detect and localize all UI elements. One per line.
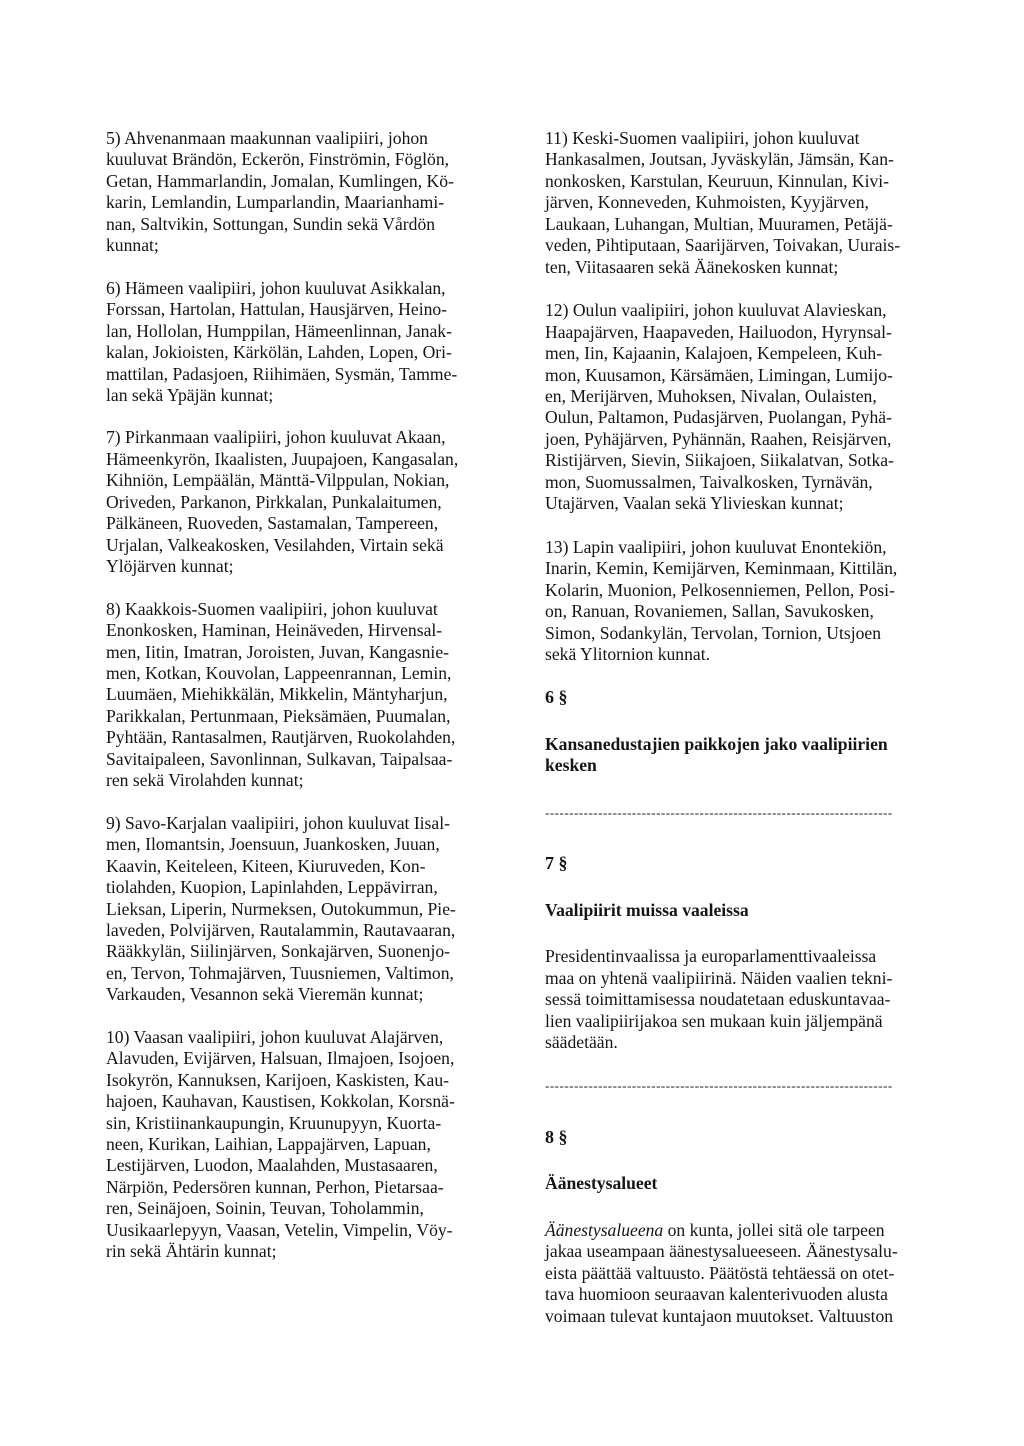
paragraph-11-keski-suomi: 11) Keski-Suomen vaalipiiri, johon kuuluvat Hankasalmen, Joutsan, Jyväskylän, Jämsän, Kan- nonkosken, Karstulan, Keuruun, Kinnulan, Kivi- järven, Konneveden, Kuhmoisten, Kyyjärven, Laukaan, Luhangan, Multian, Muuramen, Petäjä- veden, Pihtiputaan, Saarijärven, Toivakan, Uurais- ten, Viitasaaren sekä Äänekosken kunnat; [545,128,901,277]
paragraph-9-savo-karjala: 9) Savo-Karjalan vaalipiiri, johon kuuluvat Iisal- men, Ilomantsin, Joensuun, Juankosken, Juuan, Kaavin, Keiteleen, Kiteen, Kiuruveden, Kon- tiolahden, Kuopion, Lapinlahden, Leppävirran, Lieksan, Liperin, Nurmeksen, Outokummun, Pie- laveden, Polvijärven, Rautalammin, Rautavaaran, Rääkkylän, Siilinjärven, Sonkajärven, Suonenjo- en, Tervon, Tohmajärven, Tuusniemen, Valtimon, Varkauden, Vesannon sekä Vieremän kunnat; [106,812,456,1005]
paragraph-6-hame: 6) Hämeen vaalipiiri, johon kuuluvat Asikkalan, Forssan, Hartolan, Hattulan, Hausjärven, Heino- lan, Hollolan, Humppilan, Hämeenlinnan, Janak- kalan, Jokioisten, Kärkölän, Lahden, Lopen, Ori- mattilan, Padasjoen, Riihimäen, Sysmän, Tamme- lan sekä Ypäjän kunnat; [106,277,458,405]
section-8-title: Äänestysalueet [545,1173,658,1194]
section-8-body: on kunta, jollei sitä ole tarpeen jakaa useampaan äänestysalueeseen. Äänestysalu- eista päättää valtuusto. Päätöstä tehtäessä on otet- tava huomioon seuraavan kalenterivuoden alusta voimaan tulevat kuntajaon muutokset. Valtuuston [545,1219,898,1326]
paragraph-13-lappi: 13) Lapin vaalipiiri, johon kuuluvat Enontekiön, Inarin, Kemin, Kemijärven, Keminmaan, Kittilän, Kolarin, Muonion, Pelkosenniemen, Pellon, Posi- on, Ranuan, Rovaniemen, Sallan, Savukosken, Simon, Sodankylän, Tervolan, Tornion, Utsjoen sekä Ylitornion kunnat. [545,536,898,664]
paragraph-12-oulu: 12) Oulun vaalipiiri, johon kuuluvat Alavieskan, Haapajärven, Haapaveden, Hailuodon, Hyrynsal- men, Iin, Kajaanin, Kalajoen, Kempeleen, Kuh- mon, Kuusamon, Kärsämäen, Limingan, Lumijo- en, Merijärven, Muhoksen, Nivalan, Oulaisten, Oulun, Paltamon, Pudasjärven, Puolangan, Pyhä- joen, Pyhäjärven, Pyhännän, Raahen, Reisjärven, Ristijärven, Sievin, Siikajoen, Siikalatvan, Sotka- mon, Suomussalmen, Taivalkosken, Tyrnävän, Utajärven, Vaalan sekä Ylivieskan kunnat; [545,300,894,514]
paragraph-8-kaakkois-suomi: 8) Kaakkois-Suomen vaalipiiri, johon kuuluvat Enonkosken, Haminan, Heinäveden, Hirvensal- men, Iitin, Imatran, Joroisten, Juvan, Kangasnie- men, Kotkan, Kouvolan, Lappeenrannan, Lemin, Luumäen, Miehikkälän, Mikkelin, Mäntyharjun, Parikkalan, Pertunmaan, Pieksämäen, Puumalan, Pyhtään, Rantasalmen, Rautjärven, Ruokolahden, Savitaipaleen, Savonlinnan, Sulkavan, Taipalsaa- ren sekä Virolahden kunnat; [106,598,456,791]
paragraph-7-pirkanmaa: 7) Pirkanmaan vaalipiiri, johon kuuluvat Akaan, Hämeenkyrön, Ikaalisten, Juupajoen, Kangasalan, Kihniön, Lempäälän, Mänttä-Vilppulan, Nokian, Oriveden, Parkanon, Pirkkalan, Punkalaitumen, Pälkäneen, Ruoveden, Sastamalan, Tampereen, Urjalan, Valkeakosken, Vesilahden, Virtain sekä Ylöjärven kunnat; [106,427,459,577]
section-6-number: 6 § [545,687,568,708]
section-7-text: Presidentinvaalissa ja europarlamenttivaaleissa maa on yhtenä vaalipiirinä. Näiden vaalien tekni- sessä toimittamisessa noudatetaan eduskuntavaa- lien vaalipiirijakoa sen mukaan kuin jäljempänä säädetään. [545,946,893,1052]
section-6-title: Kansanedustajien paikkojen jako vaalipiirien kesken [545,733,888,776]
section-7-title: Vaalipiirit muissa vaaleissa [545,899,749,920]
section-7-number: 7 § [545,853,568,874]
section-8-number: 8 § [545,1126,568,1147]
paragraph-5-ahvenanmaa: 5) Ahvenanmaan maakunnan vaalipiiri, johon kuuluvat Brändön, Eckerön, Finströmin, Föglön, Getan, Hammarlandin, Jomalan, Kumlingen, Kö- karin, Lemlandin, Lumparlandin, Maarianhami- nan, Saltvikin, Sottungan, Sundin sekä Vårdön kunnat; [106,128,454,256]
section-separator: ------------------------------------------------------------------------ [545,804,893,820]
paragraph-10-vaasa: 10) Vaasan vaalipiiri, johon kuuluvat Alajärven, Alavuden, Evijärven, Halsuan, Ilmajoen, Isojoen, Isokyrön, Kannuksen, Karijoen, Kaskisten, Kau- hajoen, Kauhavan, Kaustisen, Kokkolan, Korsnä- sin, Kristiinankaupungin, Kruunupyyn, Kuorta- neen, Kurikan, Laihian, Lappajärven, Lapuan, Lestijärven, Luodon, Maalahden, Mustasaaren, Närpiön, Pedersören kunnan, Perhon, Pietarsaa- ren, Seinäjoen, Soinin, Teuvan, Toholammin, Uusikaarlepyyn, Vaasan, Vetelin, Vimpelin, Vöy- rin sekä Ähtärin kunnat; [106,1026,455,1262]
right-column [545,128,931,1349]
left-column [106,128,501,1284]
section-separator: ------------------------------------------------------------------------ [545,1078,893,1094]
defined-term: Äänestysalueena [545,1219,664,1240]
section-8-text [545,1220,931,1327]
